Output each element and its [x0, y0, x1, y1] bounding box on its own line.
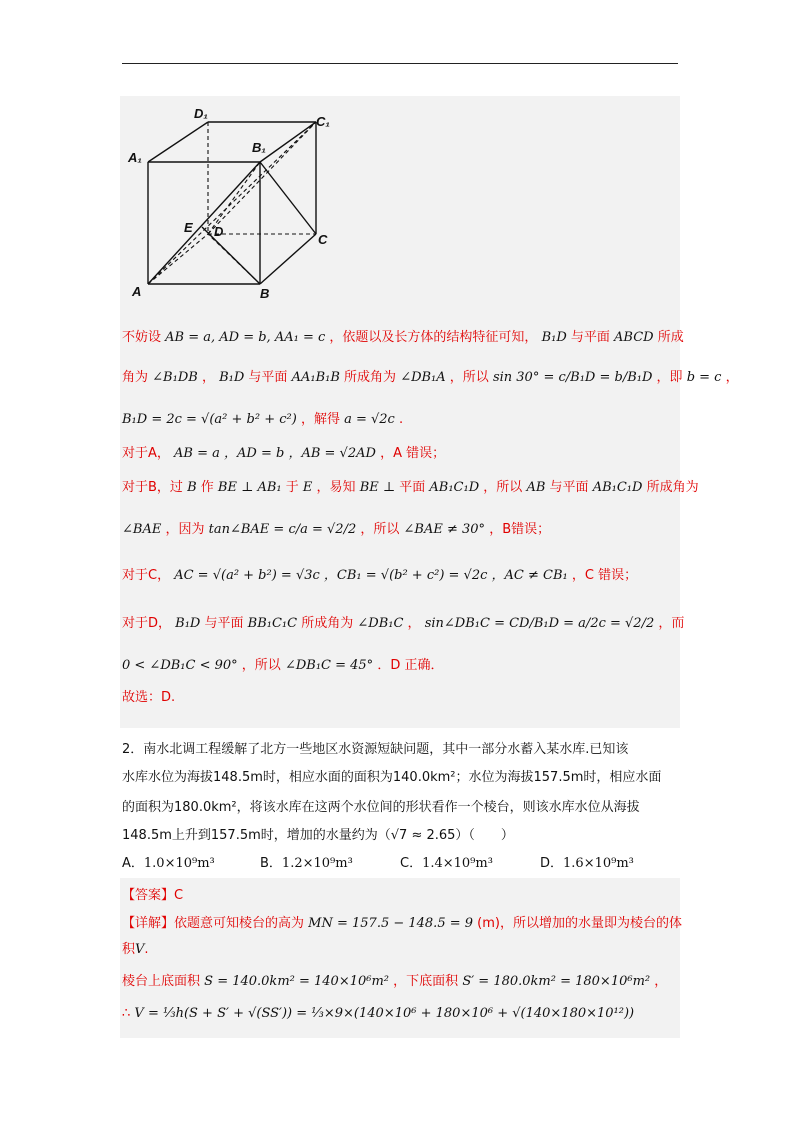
- solution-line-5: [122, 476, 699, 495]
- solution-line-3: [122, 408, 403, 427]
- formula: AA₁B₁B: [291, 370, 340, 385]
- option-value: 1.0×10⁹m³: [143, 856, 215, 871]
- label-d: D: [214, 224, 224, 239]
- answer-line-4: [122, 970, 667, 989]
- text: 所成角为: [646, 480, 699, 495]
- formula: ∠BAE: [122, 522, 162, 537]
- formula: BE ⊥: [359, 480, 396, 495]
- answer-line-5: [122, 1006, 634, 1021]
- formula: AB₁C₁D: [429, 480, 480, 495]
- text: 所成: [657, 330, 684, 345]
- formula: sin∠DB₁C = CD/B₁D = a/2c = √2/2: [424, 616, 655, 631]
- formula: ∠DB₁C = 45°: [284, 658, 374, 673]
- text: 所成角为: [344, 370, 397, 385]
- text: ，: [654, 974, 668, 989]
- text: 【详解】依题意可知棱台的高为: [122, 916, 305, 931]
- option-b: [260, 852, 353, 871]
- text: ，所以: [241, 658, 281, 673]
- formula: V: [135, 942, 145, 957]
- formula: ∠B₁DB: [152, 370, 198, 385]
- answer-line-3: [122, 938, 149, 957]
- formula: ∠BAE ≠ 30°: [403, 522, 486, 537]
- text: 对于C，: [122, 568, 171, 583]
- formula: S = 140.0km² = 140×10⁶m²: [204, 974, 390, 989]
- formula: B: [187, 480, 197, 495]
- formula: b = c: [686, 370, 722, 385]
- text: 对于B，过: [122, 480, 183, 495]
- header-rule: [122, 63, 678, 64]
- text: 棱台上底面积: [122, 974, 201, 989]
- solution-line-9: [122, 654, 443, 673]
- text: 于: [285, 480, 299, 495]
- option-value: 1.4×10⁹m³: [422, 856, 493, 871]
- text: ，A 错误；: [380, 446, 446, 461]
- solution-line-8: [122, 612, 684, 631]
- question-line-1: 2．南水北调工程缓解了北方一些地区水资源短缺问题，其中一部分水蓄入某水库.已知该: [122, 742, 629, 757]
- text: 角为: [122, 370, 149, 385]
- formula: E: [302, 480, 313, 495]
- formula: S′ = 180.0km² = 180×10⁶m²: [462, 974, 651, 989]
- text: ，C 错误；: [571, 568, 638, 583]
- text: 作: [200, 480, 214, 495]
- formula: AB: [526, 480, 546, 495]
- therefore-symbol: ∴: [122, 1006, 131, 1021]
- formula: MN = 157.5 − 148.5 = 9: [308, 916, 474, 931]
- option-value: 1.2×10⁹m³: [281, 856, 353, 871]
- formula: AB = a ，AD = b ，AB = √2AD: [174, 446, 376, 461]
- text: (m)，所以增加的水量即为棱台的体: [477, 916, 682, 931]
- solution-line-7: [122, 564, 637, 583]
- question-line-3: 的面积为180.0km²，将该水库在这两个水位间的形状看作一个棱台，则该水库水位从海拔: [122, 800, 640, 815]
- label-b1: B₁: [252, 140, 266, 155]
- formula: AB₁C₁D: [592, 480, 643, 495]
- text: .: [144, 942, 149, 957]
- formula: ∠DB₁A: [400, 370, 446, 385]
- formula: V = ⅓h(S + S′ + √(SS′)) = ⅓×9×(140×10⁶ + 180×10⁶ + √(140×180×10¹²)): [134, 1006, 635, 1021]
- label-d1: D₁: [194, 106, 208, 121]
- text: ，: [201, 370, 215, 385]
- text: ，而: [658, 616, 685, 631]
- solution-line-4: [122, 442, 445, 461]
- label-b: B: [260, 286, 270, 301]
- option-label: D．: [540, 856, 564, 871]
- formula: B₁D: [541, 330, 567, 345]
- text: 与平面: [570, 330, 610, 345]
- text: 平面: [399, 480, 426, 495]
- text: .: [398, 412, 404, 427]
- label-e: E: [184, 220, 193, 235]
- solution-line-2: [122, 366, 739, 385]
- label-c: C: [318, 232, 328, 247]
- text: 对于A，: [122, 446, 170, 461]
- text: 与平面: [248, 370, 288, 385]
- text: ，易知: [316, 480, 356, 495]
- text: 与平面: [549, 480, 589, 495]
- formula: a = √2c: [344, 412, 395, 427]
- formula: AB = a, AD = b, AA₁ = c: [165, 330, 326, 345]
- option-value: 1.6×10⁹m³: [563, 856, 634, 871]
- text: ，B错误；: [489, 522, 551, 537]
- solution-line-1: [122, 326, 684, 345]
- text: ，即: [656, 370, 683, 385]
- text: 所成角为: [301, 616, 354, 631]
- text: ，依题以及长方体的结构特征可知，: [329, 330, 538, 345]
- cuboid-figure: [120, 100, 340, 310]
- text: ，: [407, 616, 421, 631]
- text: ，所以: [483, 480, 523, 495]
- text: 不妨设: [122, 330, 162, 345]
- formula: AC = √(a² + b²) = √3c ，CB₁ = √(b² + c²) = √2c ，AC ≠ CB₁: [174, 568, 568, 583]
- text: 与平面: [204, 616, 244, 631]
- solution-line-6: [122, 518, 550, 537]
- text: ，因为: [165, 522, 205, 537]
- label-c1: C₁: [316, 114, 330, 129]
- formula: B₁D: [219, 370, 245, 385]
- formula: tan∠BAE = c/a = √2/2: [208, 522, 357, 537]
- solution-conclusion: [122, 686, 175, 705]
- text: 对于D，: [122, 616, 172, 631]
- option-c: [400, 852, 493, 871]
- question-line-2: 水库水位为海拔148.5m时，相应水面的面积为140.0km²；水位为海拔157.5m时，相应水面: [122, 770, 662, 785]
- answer-heading: 【答案】C: [122, 888, 184, 903]
- formula: BB₁C₁C: [247, 616, 298, 631]
- formula: ∠DB₁C: [357, 616, 404, 631]
- text: ，: [725, 370, 739, 385]
- option-label: A．: [122, 856, 144, 871]
- answer-line-2: [122, 912, 682, 931]
- label-a: A: [132, 284, 142, 299]
- text: 故选：D.: [122, 690, 176, 705]
- text: 积: [122, 942, 136, 957]
- option-a: [122, 852, 215, 871]
- text: ，所以: [449, 370, 489, 385]
- formula: B₁D: [175, 616, 201, 631]
- formula: B₁D = 2c = √(a² + b² + c²): [122, 412, 297, 427]
- option-label: C．: [400, 856, 423, 871]
- text: ，所以: [360, 522, 400, 537]
- label-a1: A₁: [128, 150, 142, 165]
- formula: 0 < ∠DB₁C < 90°: [122, 658, 238, 673]
- formula: ABCD: [614, 330, 654, 345]
- text: ，解得: [300, 412, 340, 427]
- text: ，下底面积: [393, 974, 459, 989]
- question-line-4: 148.5m上升到157.5m时，增加的水量约为（√7 ≈ 2.65）（ ）: [122, 828, 514, 843]
- option-label: B．: [260, 856, 282, 871]
- option-d: [540, 852, 634, 871]
- formula: BE ⊥ AB₁: [217, 480, 282, 495]
- text: ．D 正确．: [377, 658, 444, 673]
- formula: sin 30° = c/B₁D = b/B₁D: [492, 370, 653, 385]
